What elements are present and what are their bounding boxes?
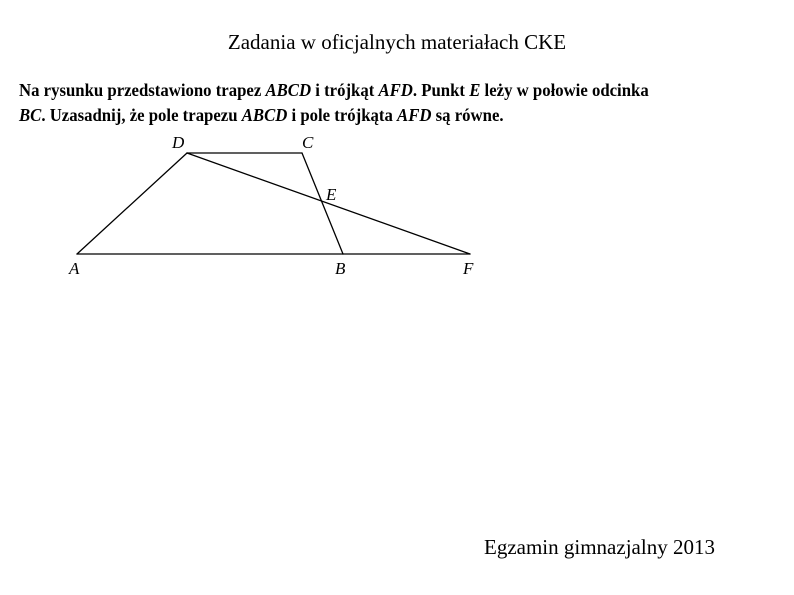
task-symbol: ABCD: [241, 105, 288, 125]
segment-AD: [77, 153, 187, 254]
task-text-segment: są równe.: [431, 105, 504, 125]
task-text-segment: i trójkąt: [311, 80, 379, 100]
task-text-segment: leży w połowie odcinka: [480, 80, 649, 100]
task-symbol: BC: [19, 105, 42, 125]
point-label-C: C: [302, 133, 314, 152]
segment-CB: [302, 153, 343, 254]
task-symbol: AFD: [378, 80, 413, 100]
task-text-segment: Na rysunku przedstawiono trapez: [19, 80, 266, 100]
task-symbol: ABCD: [265, 80, 312, 100]
task-text-segment: . Uzasadnij, że pole trapezu: [41, 105, 242, 125]
task-text-segment: i pole trójkąta: [287, 105, 398, 125]
point-label-A: A: [69, 259, 80, 278]
task-symbol: E: [469, 80, 481, 100]
slide-title: Zadania w oficjalnych materiałach CKE: [227, 30, 567, 54]
task-text-segment: . Punkt: [412, 80, 470, 100]
point-label-D: D: [172, 133, 185, 152]
slide-footer: Egzamin gimnazjalny 2013: [484, 535, 715, 559]
point-label-E: E: [326, 185, 337, 204]
point-label-B: B: [335, 259, 346, 278]
task-symbol: AFD: [397, 105, 432, 125]
point-label-F: F: [463, 259, 474, 278]
